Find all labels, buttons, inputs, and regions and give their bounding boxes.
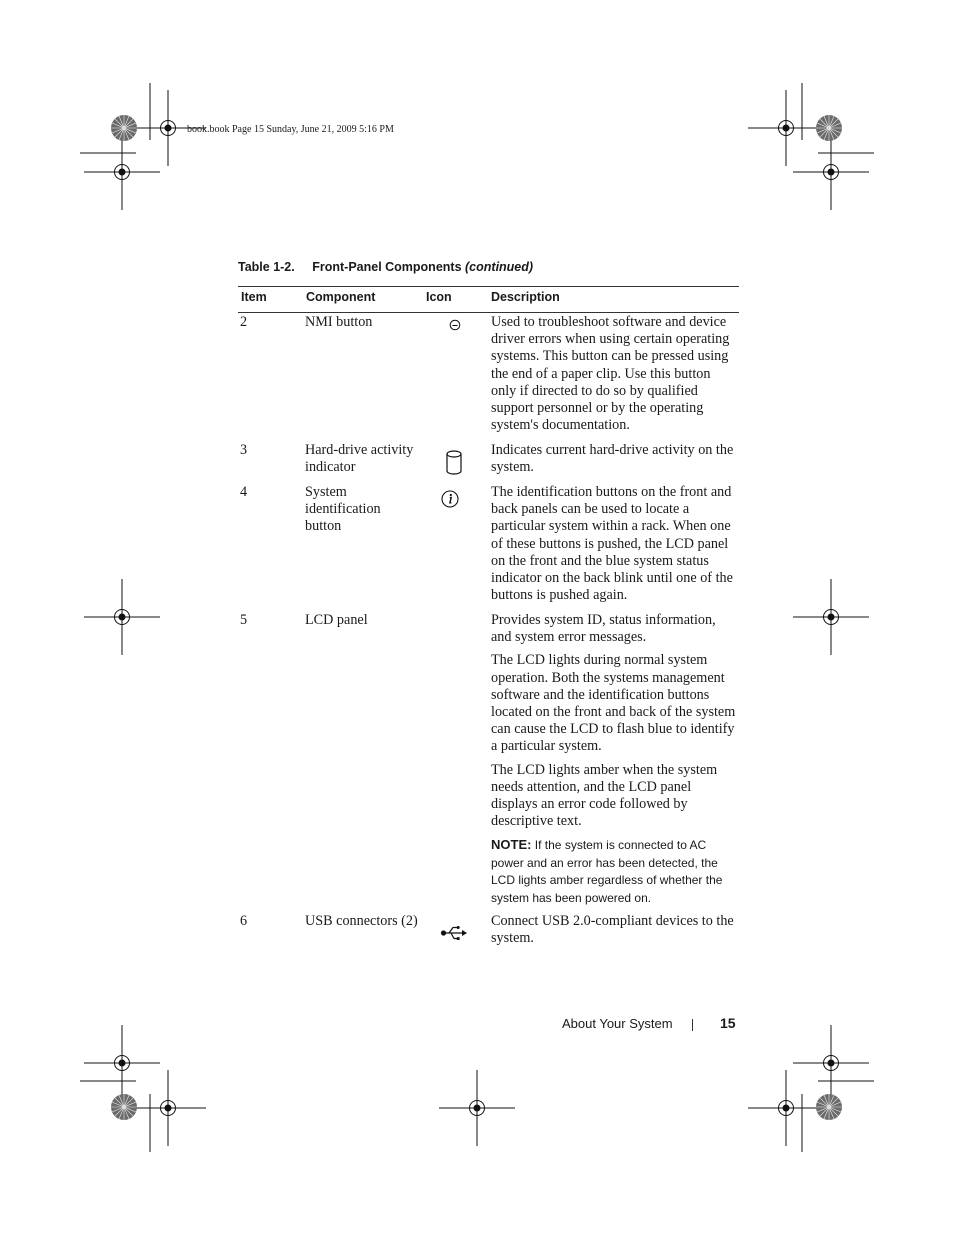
row-component: System identification button — [305, 484, 381, 535]
description-paragraph: Provides system ID, status information, and system error messages. — [491, 612, 716, 646]
description-paragraph: Used to troubleshoot software and device driver errors when using certain operating systems. This button can be pressed using the end of a paper clip. Use this button only if directed to do so by qualified support personnel or by the operating system's documentation. — [491, 314, 730, 434]
registration-mark-bottom-right — [748, 1070, 824, 1146]
description-paragraph: Connect USB 2.0-compliant devices to the system. — [491, 913, 734, 947]
description-paragraph: The identification buttons on the front and back panels can be used to locate a particular system within a rack. When one of these buttons is pushed, the LCD panel on the front and the blue system status indicator on the back blink until one of the buttons is pushed again. — [491, 484, 733, 604]
system-id-icon — [441, 490, 459, 508]
color-target-bottom-left — [111, 1094, 137, 1120]
usb-icon — [440, 924, 468, 942]
footer-section-title: About Your System — [562, 1016, 673, 1031]
nmi-button-icon — [449, 319, 461, 331]
row-description — [491, 913, 737, 953]
row-description — [491, 314, 737, 440]
hard-drive-icon — [444, 449, 464, 477]
note — [491, 836, 737, 907]
row-description — [491, 612, 737, 913]
row-component: NMI button — [305, 314, 373, 330]
row-item-number: 6 — [240, 913, 248, 929]
footer-separator — [692, 1019, 693, 1031]
table-number: Table 1-2. — [238, 260, 295, 274]
row-item-number: 3 — [240, 442, 248, 458]
print-header-stamp: book.book Page 15 Sunday, June 21, 2009 5:16 PM — [187, 124, 394, 135]
table-top-rule — [238, 286, 739, 287]
registration-mark-bottom-left — [130, 1070, 206, 1146]
color-target-bottom-right — [816, 1094, 842, 1120]
description-paragraph: Indicates current hard-drive activity on the system. — [491, 442, 734, 476]
table-title: Front-Panel Components — [312, 260, 462, 274]
registration-mark-left-lower — [84, 1025, 160, 1101]
column-header-item: Item — [241, 290, 267, 304]
column-header-description: Description — [491, 290, 560, 304]
row-component: LCD panel — [305, 612, 368, 628]
table-caption — [238, 260, 533, 274]
row-item-number: 4 — [240, 484, 248, 500]
note-text: If the system is connected to AC power and an error has been detected, the LCD lights amber regardless of whether the system has been powered on. — [491, 838, 723, 905]
registration-mark-top-right — [748, 90, 824, 166]
page-number: 15 — [720, 1015, 736, 1031]
row-item-number: 2 — [240, 314, 248, 330]
registration-mark-right-lower — [793, 1025, 869, 1101]
color-target-top-left — [111, 115, 137, 141]
column-header-icon: Icon — [426, 290, 452, 304]
description-paragraph: The LCD lights amber when the system needs attention, and the LCD panel displays an error code followed by descriptive text. — [491, 761, 718, 830]
row-description — [491, 442, 737, 482]
color-target-top-right — [816, 115, 842, 141]
row-component: Hard-drive activity indicator — [305, 442, 414, 476]
note-label: NOTE: — [491, 837, 532, 853]
registration-mark-right-middle — [793, 579, 869, 655]
table-continued-label: (continued) — [465, 260, 534, 274]
crop-lines — [80, 83, 874, 1152]
registration-mark-right-upper — [793, 134, 869, 210]
registration-mark-bottom-center — [439, 1070, 515, 1146]
row-description — [491, 484, 737, 610]
row-component: USB connectors (2) — [305, 913, 418, 929]
registration-mark-left-upper — [84, 134, 160, 210]
column-header-component: Component — [306, 290, 376, 304]
registration-mark-left-middle — [84, 579, 160, 655]
header-bottom-rule — [238, 312, 739, 313]
row-item-number: 5 — [240, 612, 248, 628]
description-paragraph: The LCD lights during normal system operation. Both the systems management software and the identification buttons located on the front and back of the system can cause the LCD to flash blue to identify a particular system. — [491, 652, 736, 755]
